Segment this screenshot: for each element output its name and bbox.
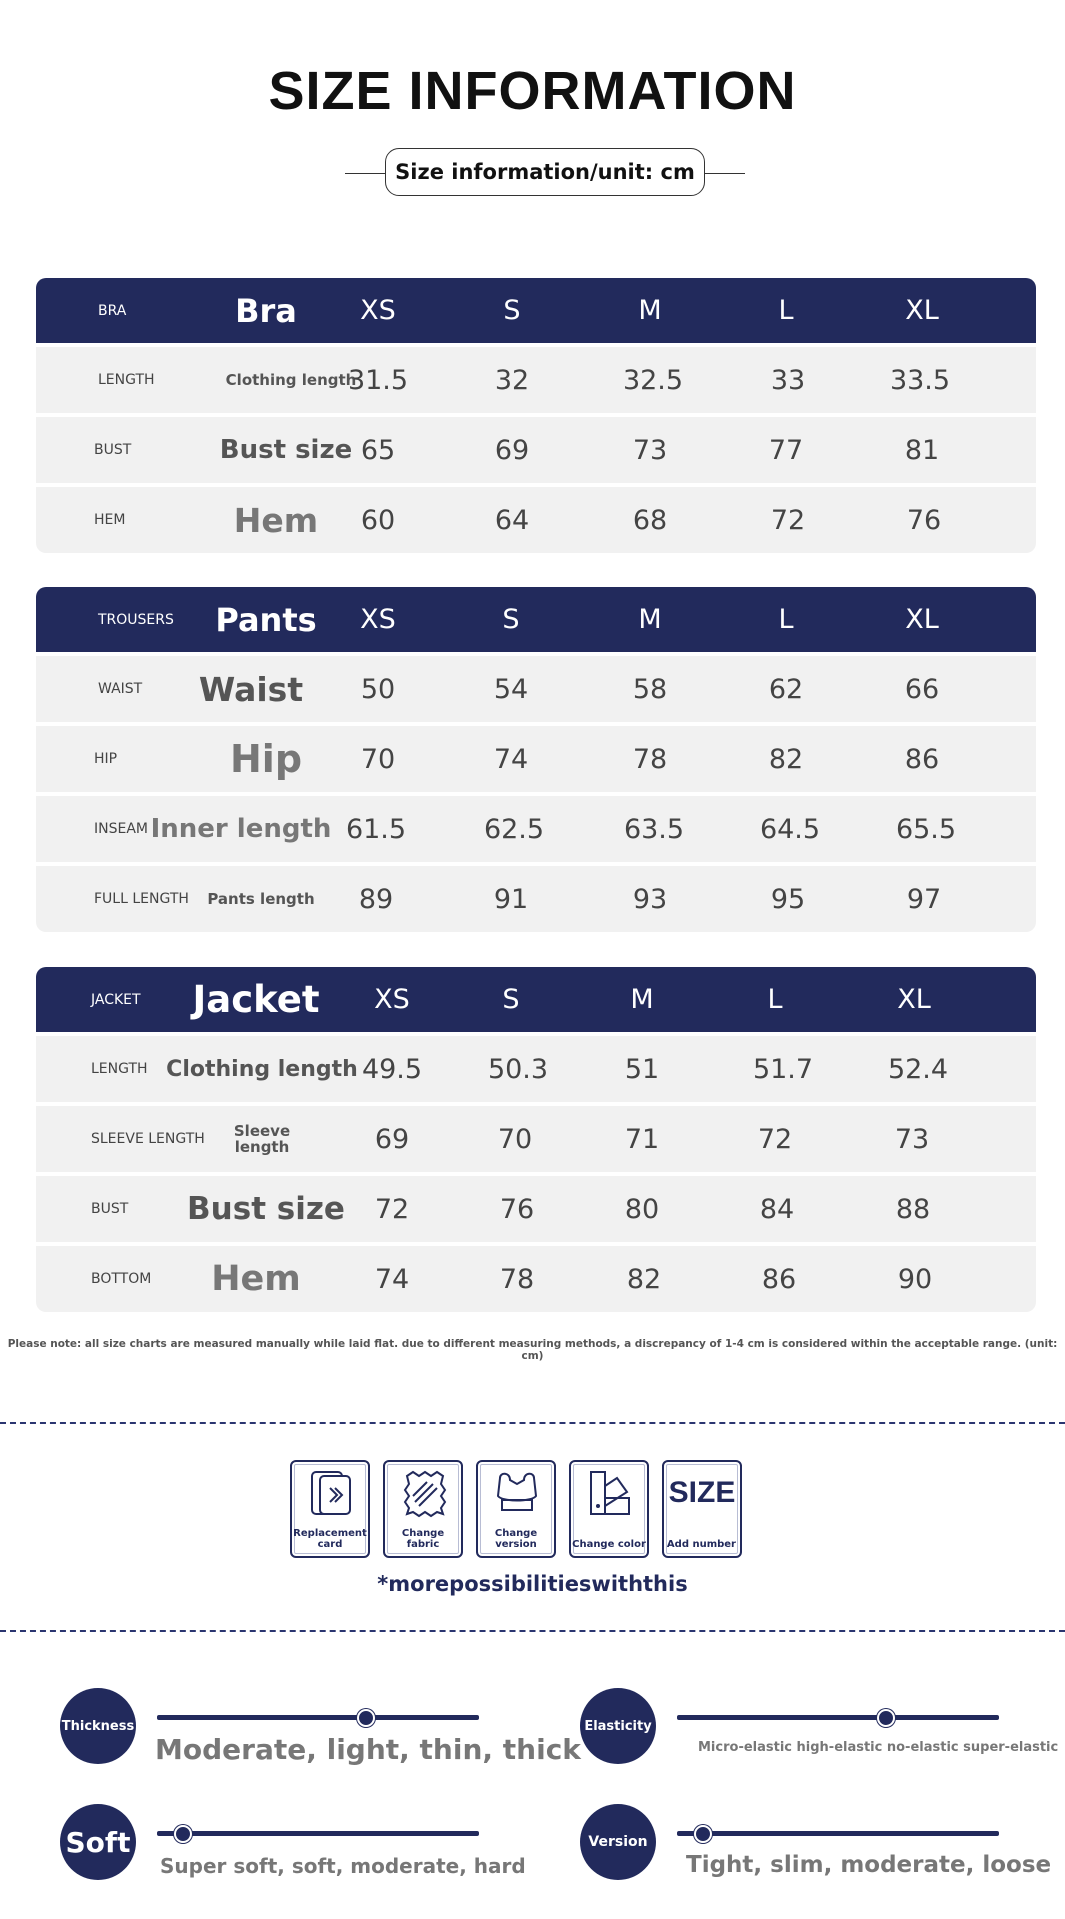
value-cell: 84 — [759, 1193, 795, 1225]
value-cell: 82 — [768, 743, 804, 775]
attribute-badge: Thickness — [60, 1688, 136, 1764]
value-cell: 73 — [894, 1123, 930, 1155]
value-cell: 82 — [626, 1263, 662, 1295]
add-number-option[interactable] — [662, 1460, 742, 1558]
customization-icons — [290, 1460, 742, 1558]
value-cell: 65.5 — [895, 813, 957, 845]
table-header — [36, 967, 1036, 1032]
value-cell: 95 — [770, 883, 806, 915]
row-cn-label: Hip — [229, 737, 303, 781]
row-cn-label: Inner length — [150, 814, 332, 844]
jacket-size-table — [36, 967, 1036, 1312]
value-cell: 70 — [497, 1123, 533, 1155]
table-row — [36, 1242, 1036, 1312]
more-possibilities-text: *morepossibilitieswiththis — [377, 1572, 688, 1596]
value-cell: 86 — [904, 743, 940, 775]
attribute-slider — [677, 1715, 999, 1720]
measurement-note: Please note: all size charts are measured manually while laid flat. due to different measuring methods, a discrepancy of 1-4 cm is considered within the acceptable range. (unit: cm) — [7, 1338, 1058, 1362]
attribute-scale: Moderate, light, thin, thick — [155, 1733, 581, 1766]
size-xs: XS — [360, 295, 396, 326]
value-cell: 64.5 — [759, 813, 821, 845]
table-row — [36, 792, 1036, 862]
change-version-option[interactable] — [476, 1460, 556, 1558]
row-cn-label: Sleeve length — [233, 1122, 291, 1156]
dashed-divider — [0, 1422, 1065, 1424]
option-label: Change fabric — [401, 1528, 445, 1550]
row-cn-label: Hem — [211, 1259, 301, 1299]
size-s: S — [502, 604, 520, 635]
size-m: M — [630, 984, 654, 1015]
value-cell: 80 — [624, 1193, 660, 1225]
value-cell: 91 — [493, 883, 529, 915]
option-label: Add number — [666, 1539, 736, 1550]
attribute-slider — [157, 1831, 479, 1836]
value-cell: 62 — [768, 673, 804, 705]
value-cell: 31.5 — [347, 364, 409, 396]
value-cell: 50.3 — [487, 1053, 549, 1085]
subtitle-badge — [345, 148, 745, 200]
row-en-label: WAIST — [98, 681, 143, 697]
value-cell: 33.5 — [889, 364, 951, 396]
value-cell: 49.5 — [361, 1053, 423, 1085]
value-cell: 76 — [499, 1193, 535, 1225]
value-cell: 61.5 — [345, 813, 407, 845]
row-en-label: HIP — [94, 751, 118, 767]
table-row — [36, 1102, 1036, 1172]
size-xl: XL — [905, 604, 939, 635]
change-color-option[interactable] — [569, 1460, 649, 1558]
divider-right — [705, 173, 745, 174]
value-cell: 32 — [494, 364, 530, 396]
value-cell: 73 — [632, 434, 668, 466]
soft-attribute — [60, 1804, 530, 1884]
value-cell: 54 — [493, 673, 529, 705]
page-title: SIZE INFORMATION — [268, 61, 797, 121]
bra-icon — [492, 1468, 542, 1518]
size-xs: XS — [360, 604, 396, 635]
option-label: Change version — [494, 1528, 538, 1550]
table-row — [36, 1172, 1036, 1242]
table-row — [36, 413, 1036, 483]
value-cell: 81 — [904, 434, 940, 466]
attribute-slider — [677, 1831, 999, 1836]
value-cell: 97 — [906, 883, 942, 915]
size-l: L — [778, 295, 794, 326]
attribute-badge: Version — [580, 1804, 656, 1880]
size-l: L — [767, 984, 783, 1015]
value-cell: 50 — [360, 673, 396, 705]
attribute-badge: Elasticity — [580, 1688, 656, 1764]
value-cell: 51 — [624, 1053, 660, 1085]
row-cn-label: Hem — [233, 500, 319, 540]
value-cell: 71 — [624, 1123, 660, 1155]
value-cell: 51.7 — [752, 1053, 814, 1085]
divider-left — [345, 173, 385, 174]
row-en-label: LENGTH — [91, 1061, 148, 1077]
bra-size-table — [36, 278, 1036, 553]
table-row — [36, 483, 1036, 553]
size-m: M — [638, 295, 662, 326]
attribute-slider — [157, 1715, 479, 1720]
slider-knob — [357, 1709, 375, 1727]
size-m: M — [638, 604, 662, 635]
dashed-divider — [0, 1630, 1065, 1632]
row-en-label: HEM — [94, 512, 126, 528]
table-row — [36, 652, 1036, 722]
header-en-label: TROUSERS — [98, 611, 174, 628]
value-cell: 32.5 — [622, 364, 684, 396]
row-cn-label: Clothing length — [166, 1056, 358, 1082]
table-row — [36, 1032, 1036, 1102]
value-cell: 76 — [906, 504, 942, 536]
row-en-label: BOTTOM — [91, 1271, 152, 1287]
value-cell: 58 — [632, 673, 668, 705]
table-header — [36, 278, 1036, 343]
value-cell: 93 — [632, 883, 668, 915]
row-en-label: INSEAM — [94, 821, 148, 837]
attribute-scale: Micro-elastic high-elastic no-elastic super-elastic — [698, 1740, 1059, 1755]
table-header — [36, 587, 1036, 652]
value-cell: 65 — [360, 434, 396, 466]
attribute-scale: Tight, slim, moderate, loose — [686, 1852, 1052, 1878]
value-cell: 88 — [895, 1193, 931, 1225]
fabric-icon — [399, 1468, 449, 1518]
value-cell: 60 — [360, 504, 396, 536]
card-icon — [306, 1468, 356, 1518]
value-cell: 72 — [374, 1193, 410, 1225]
value-cell: 33 — [770, 364, 806, 396]
option-label: Replacement card — [293, 1528, 367, 1550]
row-cn-label: Waist — [198, 669, 304, 709]
size-xl: XL — [897, 984, 931, 1015]
replacement-card-option[interactable] — [290, 1460, 370, 1558]
pants-size-table — [36, 587, 1036, 932]
table-row — [36, 862, 1036, 932]
row-cn-label: Clothing length — [225, 371, 357, 389]
value-cell: 68 — [632, 504, 668, 536]
row-cn-label: Bust size — [187, 1191, 345, 1227]
attribute-scale: Super soft, soft, moderate, hard — [160, 1854, 526, 1878]
value-cell: 77 — [768, 434, 804, 466]
row-en-label: BUST — [91, 1201, 129, 1217]
attribute-badge: Soft — [60, 1804, 136, 1880]
row-en-label: SLEEVE LENGTH — [91, 1131, 205, 1147]
size-s: S — [502, 984, 520, 1015]
value-cell: 63.5 — [623, 813, 685, 845]
header-cn-label: Bra — [235, 291, 297, 330]
row-en-label: LENGTH — [98, 372, 155, 388]
row-cn-label: Bust size — [219, 435, 353, 465]
table-row — [36, 722, 1036, 792]
value-cell: 62.5 — [483, 813, 545, 845]
header-cn-label: Pants — [215, 600, 317, 639]
change-fabric-option[interactable] — [383, 1460, 463, 1558]
value-cell: 70 — [360, 743, 396, 775]
slider-knob — [877, 1709, 895, 1727]
value-cell: 69 — [494, 434, 530, 466]
row-en-label: BUST — [94, 442, 132, 458]
value-cell: 72 — [757, 1123, 793, 1155]
value-cell: 52.4 — [887, 1053, 949, 1085]
value-cell: 66 — [904, 673, 940, 705]
size-icon: SIZE — [668, 1476, 736, 1509]
thickness-attribute — [60, 1688, 581, 1768]
header-en-label: BRA — [98, 302, 127, 319]
color-icon — [585, 1468, 635, 1518]
version-attribute — [580, 1804, 1050, 1884]
value-cell: 78 — [499, 1263, 535, 1295]
slider-knob — [174, 1825, 192, 1843]
value-cell: 74 — [374, 1263, 410, 1295]
value-cell: 69 — [374, 1123, 410, 1155]
value-cell: 90 — [897, 1263, 933, 1295]
size-xl: XL — [905, 295, 939, 326]
value-cell: 72 — [770, 504, 806, 536]
option-label: Change color — [572, 1539, 646, 1550]
header-cn-label: Jacket — [192, 978, 320, 1021]
size-xs: XS — [374, 984, 410, 1015]
row-en-label: FULL LENGTH — [94, 891, 189, 907]
header-en-label: JACKET — [91, 991, 141, 1008]
subtitle-text: Size information/unit: cm — [385, 148, 705, 196]
value-cell: 89 — [358, 883, 394, 915]
value-cell: 78 — [632, 743, 668, 775]
value-cell: 64 — [494, 504, 530, 536]
slider-knob — [694, 1825, 712, 1843]
table-row — [36, 343, 1036, 413]
size-l: L — [778, 604, 794, 635]
value-cell: 86 — [761, 1263, 797, 1295]
elasticity-attribute — [580, 1688, 1059, 1768]
value-cell: 74 — [493, 743, 529, 775]
row-cn-label: Pants length — [207, 890, 315, 908]
size-s: S — [503, 295, 521, 326]
